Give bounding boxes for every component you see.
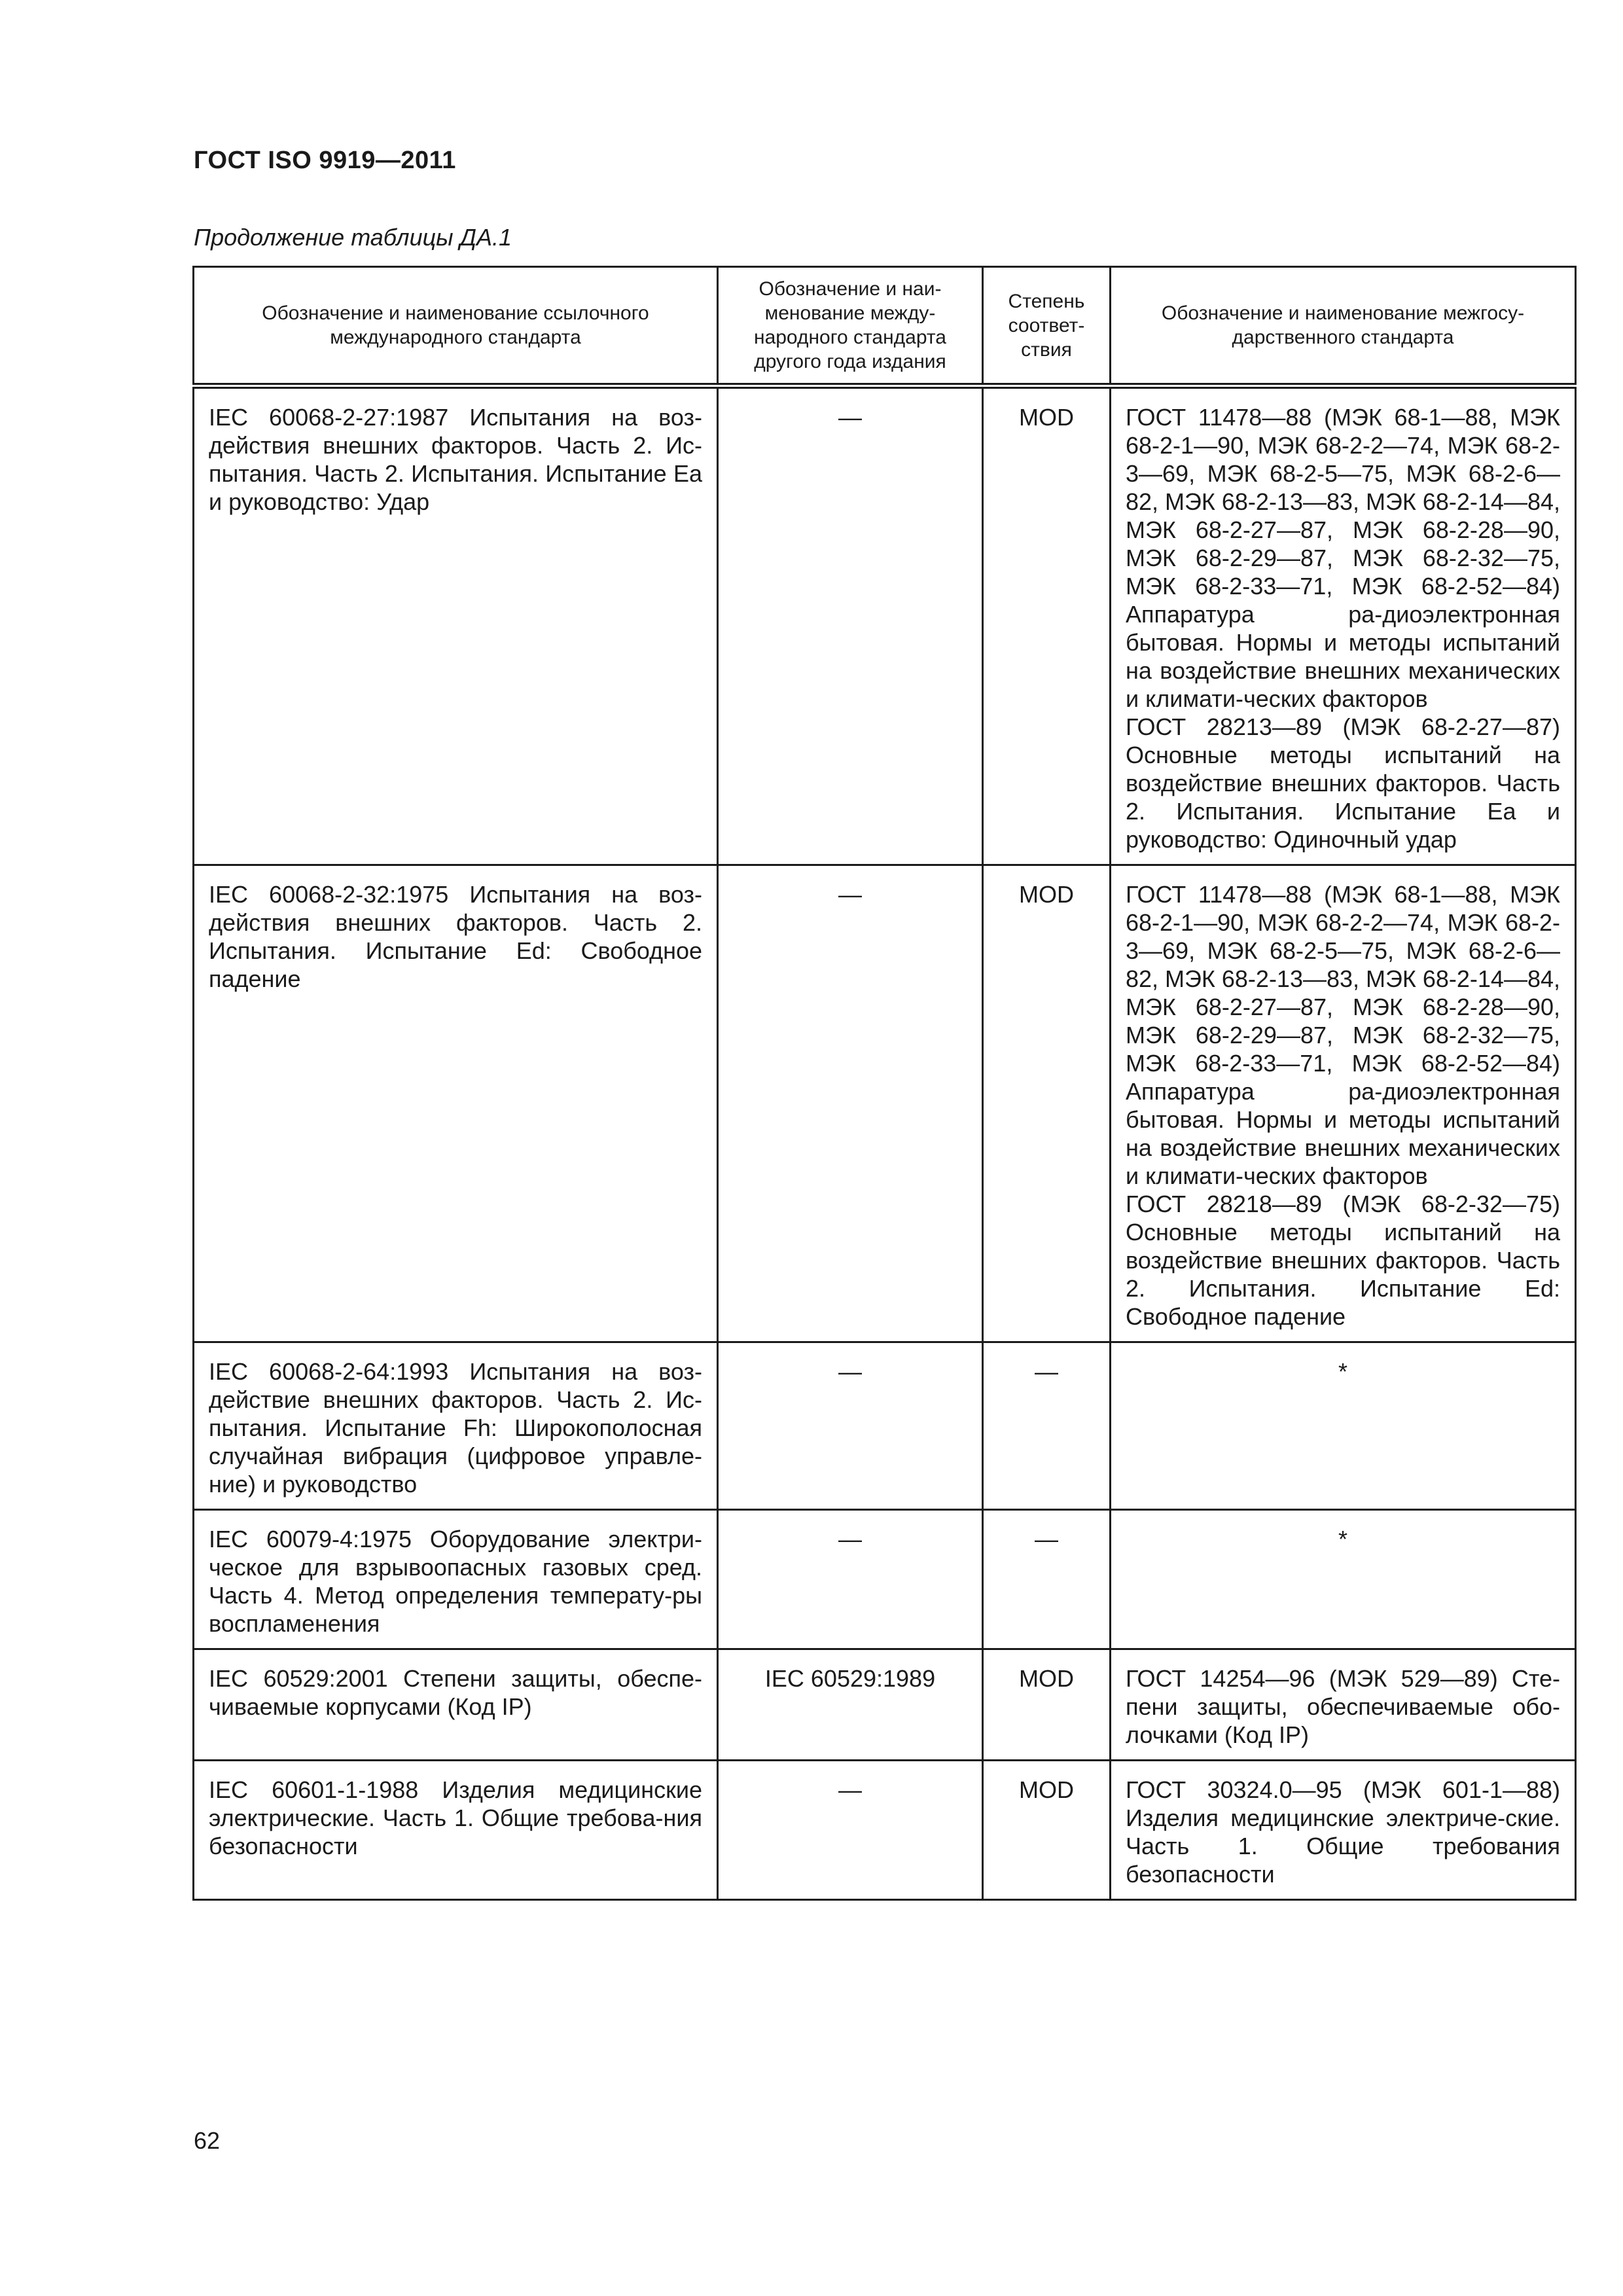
document-header: ГОСТ ISO 9919—2011	[194, 147, 456, 174]
interstate-standard-entry: ГОСТ 28213—89 (МЭК 68-2-27—87) Основные методы испытаний на воздействие внешних факторов. Часть 2. Испытания. Испытание Ea и руководство: Одиночный удар	[1126, 713, 1560, 853]
interstate-standard-entry: ГОСТ 11478—88 (МЭК 68-1—88, МЭК 68-2-1—90, МЭК 68-2-2—74, МЭК 68-2-3—69, МЭК 68-2-5—75, МЭК 68-2-6—82, МЭК 68-2-13—83, МЭК 68-2-14—84, МЭК 68-2-27—87, МЭК 68-2-28—90, МЭК 68-2-29—87, МЭК 68-2-32—75, МЭК 68-2-33—71, МЭК 68-2-52—84) Аппаратура ра-диоэлектронная бытовая. Нормы и методы испытаний на воздействие внешних механических и климати-ческих факторов	[1126, 404, 1560, 712]
table-caption: Продолжение таблицы ДА.1	[194, 224, 512, 251]
reference-standard-cell: IEC 60068-2-32:1975 Испытания на воз-действия внешних факторов. Часть 2. Испытания. Испытание Ed: Свободное падение	[194, 865, 718, 1342]
column-header-reference-standard: Обозначение и наименование ссылочного международного стандарта	[194, 267, 718, 386]
interstate-standard-cell	[1111, 386, 1576, 865]
reference-standard-cell: IEC 60529:2001 Степени защиты, обеспе-чиваемые корпусами (Код IP)	[194, 1649, 718, 1761]
reference-standard-cell: IEC 60068-2-27:1987 Испытания на воз-действия внешних факторов. Часть 2. Ис-пытания. Часть 2. Испытания. Испытание Ea и руководство: Удар	[194, 386, 718, 865]
reference-standard-cell: IEC 60079-4:1975 Оборудование электри-ческое для взрывоопасных газовых сред. Часть 4. Метод определения температу-ры воспламенения	[194, 1510, 718, 1649]
degree-cell: MOD	[983, 865, 1111, 1342]
table-row	[194, 1342, 1576, 1510]
interstate-standard-cell: *	[1111, 1342, 1576, 1510]
page-number: 62	[194, 2127, 221, 2154]
reference-standard-cell: IEC 60068-2-64:1993 Испытания на воз-действие внешних факторов. Часть 2. Ис-пытания. Испытание Fh: Широкополосная случайная вибрация (цифровое управле-ние) и руководство	[194, 1342, 718, 1510]
interstate-standard-cell: ГОСТ 14254—96 (МЭК 529—89) Сте-пени защиты, обеспечиваемые обо-лочками (Код IP)	[1111, 1649, 1576, 1761]
table-row	[194, 1761, 1576, 1900]
other-edition-cell: —	[718, 386, 983, 865]
column-header-interstate-standard: Обозначение и наименование межгосу-дарственного стандарта	[1111, 267, 1576, 386]
column-header-degree: Степень соответ-ствия	[983, 267, 1111, 386]
interstate-standard-entry: ГОСТ 11478—88 (МЭК 68-1—88, МЭК 68-2-1—90, МЭК 68-2-2—74, МЭК 68-2-3—69, МЭК 68-2-5—75, МЭК 68-2-6—82, МЭК 68-2-13—83, МЭК 68-2-14—84, МЭК 68-2-27—87, МЭК 68-2-28—90, МЭК 68-2-29—87, МЭК 68-2-32—75, МЭК 68-2-33—71, МЭК 68-2-52—84) Аппаратура ра-диоэлектронная бытовая. Нормы и методы испытаний на воздействие внешних механических и климати-ческих факторов	[1126, 881, 1560, 1189]
reference-standard-cell: IEC 60601-1-1988 Изделия медицинские электрические. Часть 1. Общие требова-ния безопасности	[194, 1761, 718, 1900]
interstate-standard-cell: *	[1111, 1510, 1576, 1649]
degree-cell: MOD	[983, 1649, 1111, 1761]
interstate-standard-entry: ГОСТ 28218—89 (МЭК 68-2-32—75) Основные методы испытаний на воздействие внешних факторов. Часть 2. Испытания. Испытание Ed: Свободное падение	[1126, 1191, 1560, 1330]
degree-cell: —	[983, 1342, 1111, 1510]
degree-cell: MOD	[983, 386, 1111, 865]
interstate-standard-cell: ГОСТ 30324.0—95 (МЭК 601-1—88) Изделия медицинские электриче-ские. Часть 1. Общие требования безопасности	[1111, 1761, 1576, 1900]
other-edition-cell: —	[718, 1510, 983, 1649]
table-header-row	[194, 267, 1576, 386]
table-row	[194, 386, 1576, 865]
interstate-standard-cell	[1111, 865, 1576, 1342]
other-edition-cell: IEC 60529:1989	[718, 1649, 983, 1761]
table-row	[194, 1510, 1576, 1649]
table-row	[194, 865, 1576, 1342]
other-edition-cell: —	[718, 1761, 983, 1900]
degree-cell: —	[983, 1510, 1111, 1649]
standards-table	[192, 266, 1577, 1901]
other-edition-cell: —	[718, 1342, 983, 1510]
table-row	[194, 1649, 1576, 1761]
other-edition-cell: —	[718, 865, 983, 1342]
column-header-other-edition: Обозначение и наи-менование между-народного стандарта другого года издания	[718, 267, 983, 386]
degree-cell: MOD	[983, 1761, 1111, 1900]
